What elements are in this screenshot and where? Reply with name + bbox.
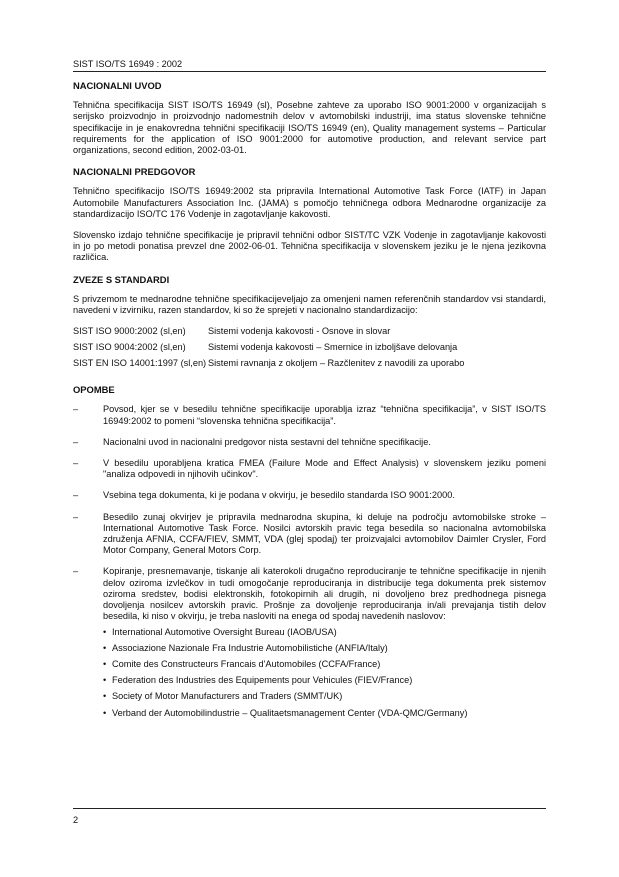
standards-table [73, 326, 546, 374]
list-item [73, 437, 546, 448]
standard-row [73, 358, 546, 374]
standard-title: Sistemi vodenja kakovosti – Smernice in izboljšave delovanja [208, 342, 458, 353]
standard-row [73, 342, 546, 358]
address-item [103, 659, 546, 670]
address-text: Comite des Constructeurs Francais d'Automobiles (CCFA/France) [112, 658, 381, 669]
note-text: V besedilu uporabljena kratica FMEA (Failure Mode and Effect Analysis) v slovenskem jeziku pomeni "analiza odpovedi in njihovih učinkov". [103, 458, 546, 480]
address-text: Associazione Nazionale Fra Industrie Automobilistiche (ANFIA/Italy) [112, 642, 388, 653]
page-number: 2 [73, 815, 79, 825]
dash-marker: – [73, 404, 79, 415]
footer-divider [73, 808, 546, 809]
standard-title: Sistemi ravnanja z okoljem – Razčlenitev z navodili za uporabo [208, 358, 465, 369]
dash-marker: – [73, 458, 79, 469]
paragraph-uvod: Tehnična specifikacija SIST ISO/TS 16949 (sl), Posebne zahteve za uporabo ISO 9001:2000 v organizacijah s serijsko proizvodnjo in proizvodnjo nadomestnih delov v avtomobilski industriji, ima status slovenske tehnične specifikacije in je enakovredna tehnični specifikaciji ISO/TS 16949 (en), Quality management systems – Particular requirements for the application of ISO 9001:2000 for automotive production, and relevant service part organizations, second edition, 2002-03-01. [73, 100, 546, 156]
note-text: Kopiranje, presnemavanje, tiskanje ali katerokoli drugačno reproduciranje te tehnične specifikacije in njenih delov oziroma izvlečkov in tudi omogočanje reproduciranja in distribucije tega dokumenta prek sistemov oziroma sredstev, bodisi elektronskih, fotokopirnih ali drugih, ni dovoljeno brez predhodnega pisnega dovoljenja nosilcev avtorskih pravic. Prošnje za dovoljenje reproduciranja in/ali prevajanja tistih delov besedila, ki niso v okvirju, je treba nasloviti na enega od spodaj navedenih naslovov: [103, 566, 546, 622]
dash-marker: – [73, 566, 79, 577]
section-title-uvod: NACIONALNI UVOD [73, 80, 162, 91]
standard-code: SIST ISO 9000:2002 (sl,en) [73, 326, 186, 337]
list-item [73, 566, 546, 723]
dash-marker: – [73, 490, 79, 501]
paragraph-predgovor-1: Tehnično specifikacijo ISO/TS 16949:2002 sta pripravila International Automotive Task Force (IATF) in Japan Automobile Manufacturers Association Inc. (JAMA) s pomočjo tehničnega odbora Mednarodne organizacije za standardizacijo ISO/TC 176 Vodenje in zagotavljanje kakovosti. [73, 186, 546, 219]
note-text: Besedilo zunaj okvirjev je pripravila mednarodna skupina, ki deluje na področju avtomobilske stroke – International Automotive Task Force. Nosilci avtorskih pravic tega besedila so nacionalna avtomobilska združenja AFNIA, CCFA/FIEV, SMMT, VDA (glej spodaj) ter proizvajalci avtomobilov Daimler Crysler, Ford Motor Company, General Motors Corp. [103, 511, 546, 556]
notes-list [73, 404, 546, 723]
address-text: Federation des Industries des Equipements pour Vehicules (FIEV/France) [112, 675, 413, 686]
address-item [103, 643, 546, 654]
dash-marker: – [73, 511, 79, 522]
address-text: Society of Motor Manufacturers and Traders (SMMT/UK) [112, 691, 343, 702]
page-content [73, 80, 546, 734]
bullet-icon: • [103, 658, 107, 669]
list-item [73, 404, 546, 426]
standard-code: SIST EN ISO 14001:1997 (sl,en) [73, 358, 207, 369]
bullet-icon: • [103, 691, 107, 702]
address-item [103, 691, 546, 702]
address-item [103, 708, 546, 719]
address-text: International Automotive Oversight Bureau (IAOB/USA) [112, 626, 337, 637]
standard-row [73, 326, 546, 342]
bullet-icon: • [103, 675, 107, 686]
address-item [103, 675, 546, 686]
standard-title: Sistemi vodenja kakovosti - Osnove in slovar [208, 326, 391, 337]
note-text: Vsebina tega dokumenta, ki je podana v okvirju, je besedilo standarda ISO 9001:2000. [103, 490, 455, 501]
paragraph-zveze: S privzemom te mednarodne tehnične specifikacijeveljajo za omenjeni namen referenčnih standardov vsi standardi, navedeni v izvirniku, razen standardov, ki so že sprejeti v nacionalno standardizacijo: [73, 293, 546, 316]
address-text: Verband der Automobilindustrie – Qualitaetsmanagement Center (VDA-QMC/Germany) [112, 707, 468, 718]
page-header: SIST ISO/TS 16949 : 2002 [73, 59, 546, 72]
dash-marker: – [73, 436, 79, 447]
bullet-icon: • [103, 626, 107, 637]
list-item [73, 458, 546, 480]
standard-code: SIST ISO 9004:2002 (sl,en) [73, 342, 186, 353]
list-item [73, 512, 546, 557]
list-item [73, 490, 546, 501]
section-title-predgovor: NACIONALNI PREDGOVOR [73, 166, 196, 178]
section-title-opombe: OPOMBE [73, 384, 115, 396]
bullet-icon: • [103, 707, 107, 718]
section-title-zveze: ZVEZE S STANDARDI [73, 273, 170, 285]
note-text: Povsod, kjer se v besedilu tehnične specifikacije uporablja izraz “tehnična specifikacija”, v SIST ISO/TS 16949:2002 to pomeni “slovenska tehnična specifikacija”. [103, 404, 546, 426]
note-text-block [103, 566, 546, 723]
paragraph-predgovor-2: Slovensko izdajo tehnične specifikacije je pripravil tehnični odbor SIST/TC VZK Vodenje in zagotavljanje kakovosti in jo po metodi ponatisa prevzel dne 2002-06-01. Tehnična specifikacija v slovenskem jeziku je le njena jezikovna različica. [73, 230, 546, 263]
note-text: Nacionalni uvod in nacionalni predgovor nista sestavni del tehnične specifikacije. [103, 436, 431, 447]
address-item [103, 627, 546, 638]
bullet-icon: • [103, 642, 107, 653]
address-list [103, 627, 546, 719]
